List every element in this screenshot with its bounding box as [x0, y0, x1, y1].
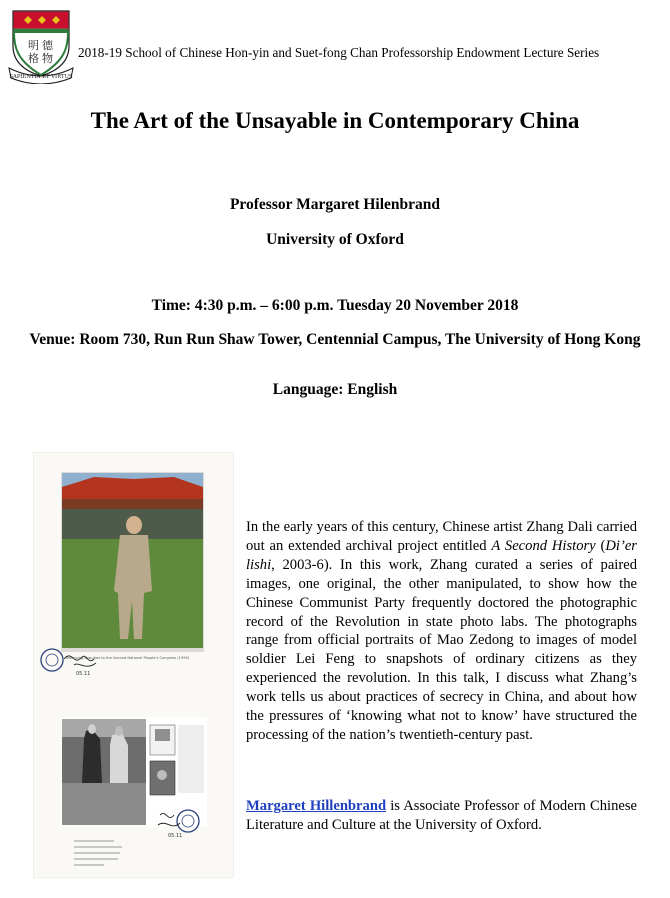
speaker-name: Professor Margaret Hilenbrand	[229, 196, 441, 213]
lecture-series-title: 2018-19 School of Chinese Hon-yin and Suet-fong Chan Professorship Endowment Lecture Series	[78, 45, 600, 60]
svg-text:05.11: 05.11	[76, 671, 91, 677]
event-language: Language: English	[272, 381, 398, 398]
svg-text:Receiving deputies to the Seco: Receiving deputies to the Second National People's Congress (1959)	[66, 656, 190, 660]
svg-text:SAPIENTIA ET VIRTUS: SAPIENTIA ET VIRTUS	[9, 74, 73, 80]
svg-text:物: 物	[42, 52, 53, 65]
svg-text:德: 德	[42, 39, 53, 52]
event-time: Time: 4:30 p.m. – 6:00 p.m. Tuesday 20 November 2018	[151, 297, 519, 314]
artwork-images	[34, 453, 233, 877]
university-crest-logo	[8, 8, 74, 84]
svg-text:格: 格	[28, 52, 39, 65]
header	[8, 8, 663, 84]
speaker-profile-link[interactable]: Margaret Hillenbrand	[246, 798, 387, 814]
event-venue: Venue: Room 730, Run Run Shaw Tower, Centennial Campus, The University of Hong Kong	[29, 331, 641, 348]
svg-text:05.11: 05.11	[168, 833, 183, 839]
speaker-affiliation: University of Oxford	[266, 231, 404, 248]
speaker-bio: Margaret Hillenbrand is Associate Professor of Modern Chinese Literature and Culture at the University of Oxford.	[246, 798, 637, 833]
svg-text:明: 明	[28, 39, 39, 52]
artwork-photo-collage	[34, 453, 233, 877]
lecture-abstract: In the early years of this century, Chinese artist Zhang Dali carried out an extended archival project entitled A Second History (Di’er lishi, 2003-6). In this work, Zhang curated a series of paired images, one original, the other manipulated, to show how the Chinese Communist Party frequently doctored the photographic record of the Revolution in state photo labs. The photographs range from official portraits of Mao Zedong to images of model soldier Lei Feng to snapshots of ordinary citizens as they experienced the revolution. In this talk, I discuss what Zhang’s work tells us about practices of secrecy in China, and about how the pressures of ‘knowing what not to know’ have structured the processing of the nation’s twentieth-century past.	[246, 519, 637, 743]
lecture-title: The Art of the Unsayable in Contemporary China	[90, 108, 580, 133]
